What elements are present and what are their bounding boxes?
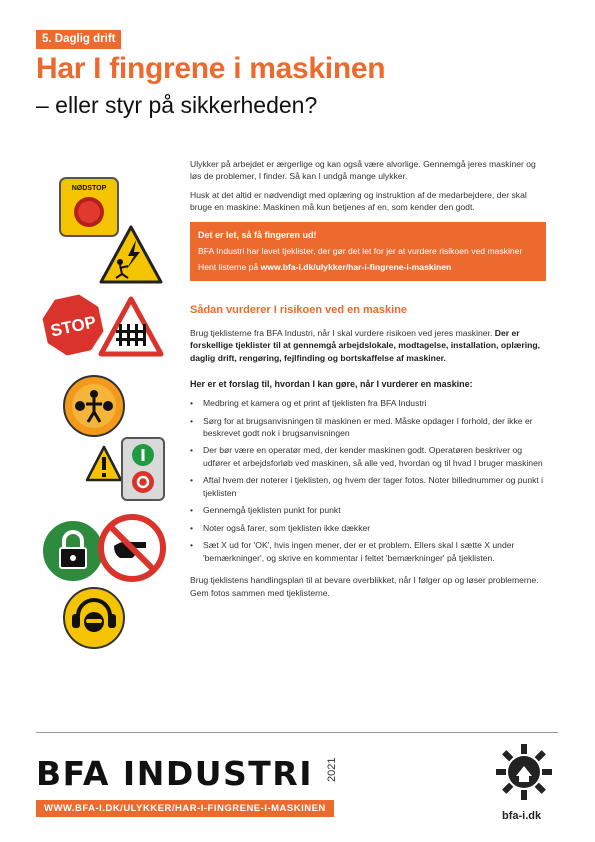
- nodstop-label: NØDSTOP: [71, 185, 107, 192]
- callout-link-line: [198, 261, 538, 273]
- section-paragraph: [190, 327, 546, 364]
- callout-title: Det er let, så få fingeren ud!: [198, 229, 317, 240]
- main-content: [190, 158, 546, 605]
- stop-sign-icon: [40, 292, 106, 358]
- brand-name: BFA INDUSTRI: [36, 754, 313, 793]
- machine-hazard-icon: [62, 374, 126, 438]
- intro-paragraph-1: Ulykker på arbejdet er ærgerlige og kan også være alvorlige. Gennemgå jeres maskiner og løs de problemer, I finder. Så kan I undgå mange ulykker.: [190, 159, 536, 182]
- list-item: • Gennemgå tjeklisten punkt for punkt: [190, 504, 546, 516]
- electric-warning-icon: [98, 224, 164, 286]
- section-paragraph-bold: Der er forskellige tjeklister til at gennemgå arbejdslokale, modtagelse, installation, oplæring, daglig drift, rengøring, fejlfinding og bortskaffelse af maskiner.: [190, 327, 541, 363]
- exclamation-warning-icon: [84, 444, 124, 484]
- tips-list: [190, 397, 546, 564]
- list-heading: Her er et forslag til, hvordan I kan gøre, når I vurderer en maskine:: [190, 379, 473, 390]
- list-item: • Noter også farer, som tjeklisten ikke dækker: [190, 522, 546, 534]
- year-label: 2021: [326, 757, 338, 782]
- callout-box: [190, 222, 546, 281]
- section-paragraph-plain: Brug tjeklisterne fra BFA Industri, når I skal vurdere risikoen ved jeres maskiner.: [190, 327, 493, 338]
- bfa-logo-icon: [494, 742, 554, 802]
- section-tag: 5. Daglig drift: [36, 30, 121, 49]
- list-item: • Sæt X ud for 'OK', hvis ingen mener, der er et problem. Ellers skal I sætte X under 'bemærkninger', og skrive en kommentar i feltet 'bemærkninger' på tjeklisten.: [190, 539, 546, 564]
- year-label-wrap: [318, 752, 354, 792]
- callout-link-prefix: Hent listerne på: [198, 262, 259, 273]
- footer-url[interactable]: WWW.BFA-I.DK/ULYKKER/HAR-I-FINGRENE-I-MASKINEN: [36, 800, 334, 817]
- lock-icon: [40, 518, 106, 584]
- list-item: • Aftal hvem der noterer i tjeklisten, og hvem der tager fotos. Noter billednummer og punkt i tjeklisten: [190, 474, 546, 499]
- barrier-warning-icon: [98, 296, 164, 358]
- page-subtitle: – eller styr på sikkerheden?: [36, 92, 318, 118]
- list-item: • Der bør være en operatør med, der kender maskinen godt. Operatøren beskriver og udfører et arbejdsforløb ved maskinen, så alle ved, hvordan og til hvad I bruger maskinen: [190, 444, 546, 469]
- control-panel-icon: [120, 436, 166, 502]
- page-title: Har I fingrene i maskinen: [36, 52, 386, 85]
- logo-text[interactable]: bfa-i.dk: [502, 810, 542, 822]
- list-item: • Sørg for at brugsanvisningen til maskinen er med. Måske opdager I forhold, der ikke er beskrevet godt nok i brugsanvisningen: [190, 415, 546, 440]
- checklist-link[interactable]: www.bfa-i.dk/ulykker/har-i-fingrene-i-maskinen: [260, 262, 452, 273]
- section-heading: Sådan vurderer I risikoen ved en maskine: [190, 303, 408, 316]
- intro-paragraph-2: Husk at det altid er nødvendigt med oplæring og instruktion af de medarbejdere, der skal bruge en maskine: Maskinen må kun betjenes af en, som kender den godt.: [190, 189, 527, 213]
- callout-text: BFA Industri har lavet tjeklister, der gør det let for jer at vurdere risikoen ved maskiner: [198, 245, 523, 256]
- no-hand-icon: [98, 514, 166, 582]
- stop-label: STOP: [48, 312, 98, 341]
- footer-divider: [36, 732, 558, 733]
- list-item: • Medbring et kamera og et print af tjeklisten fra BFA Industri: [190, 397, 546, 409]
- closing-paragraph: Brug tjeklistens handlingsplan til at bevare overblikket, når I følger op og løser problemerne. Gem fotos sammen med tjeklisterne.: [190, 575, 539, 598]
- hearing-protection-icon: [62, 586, 126, 650]
